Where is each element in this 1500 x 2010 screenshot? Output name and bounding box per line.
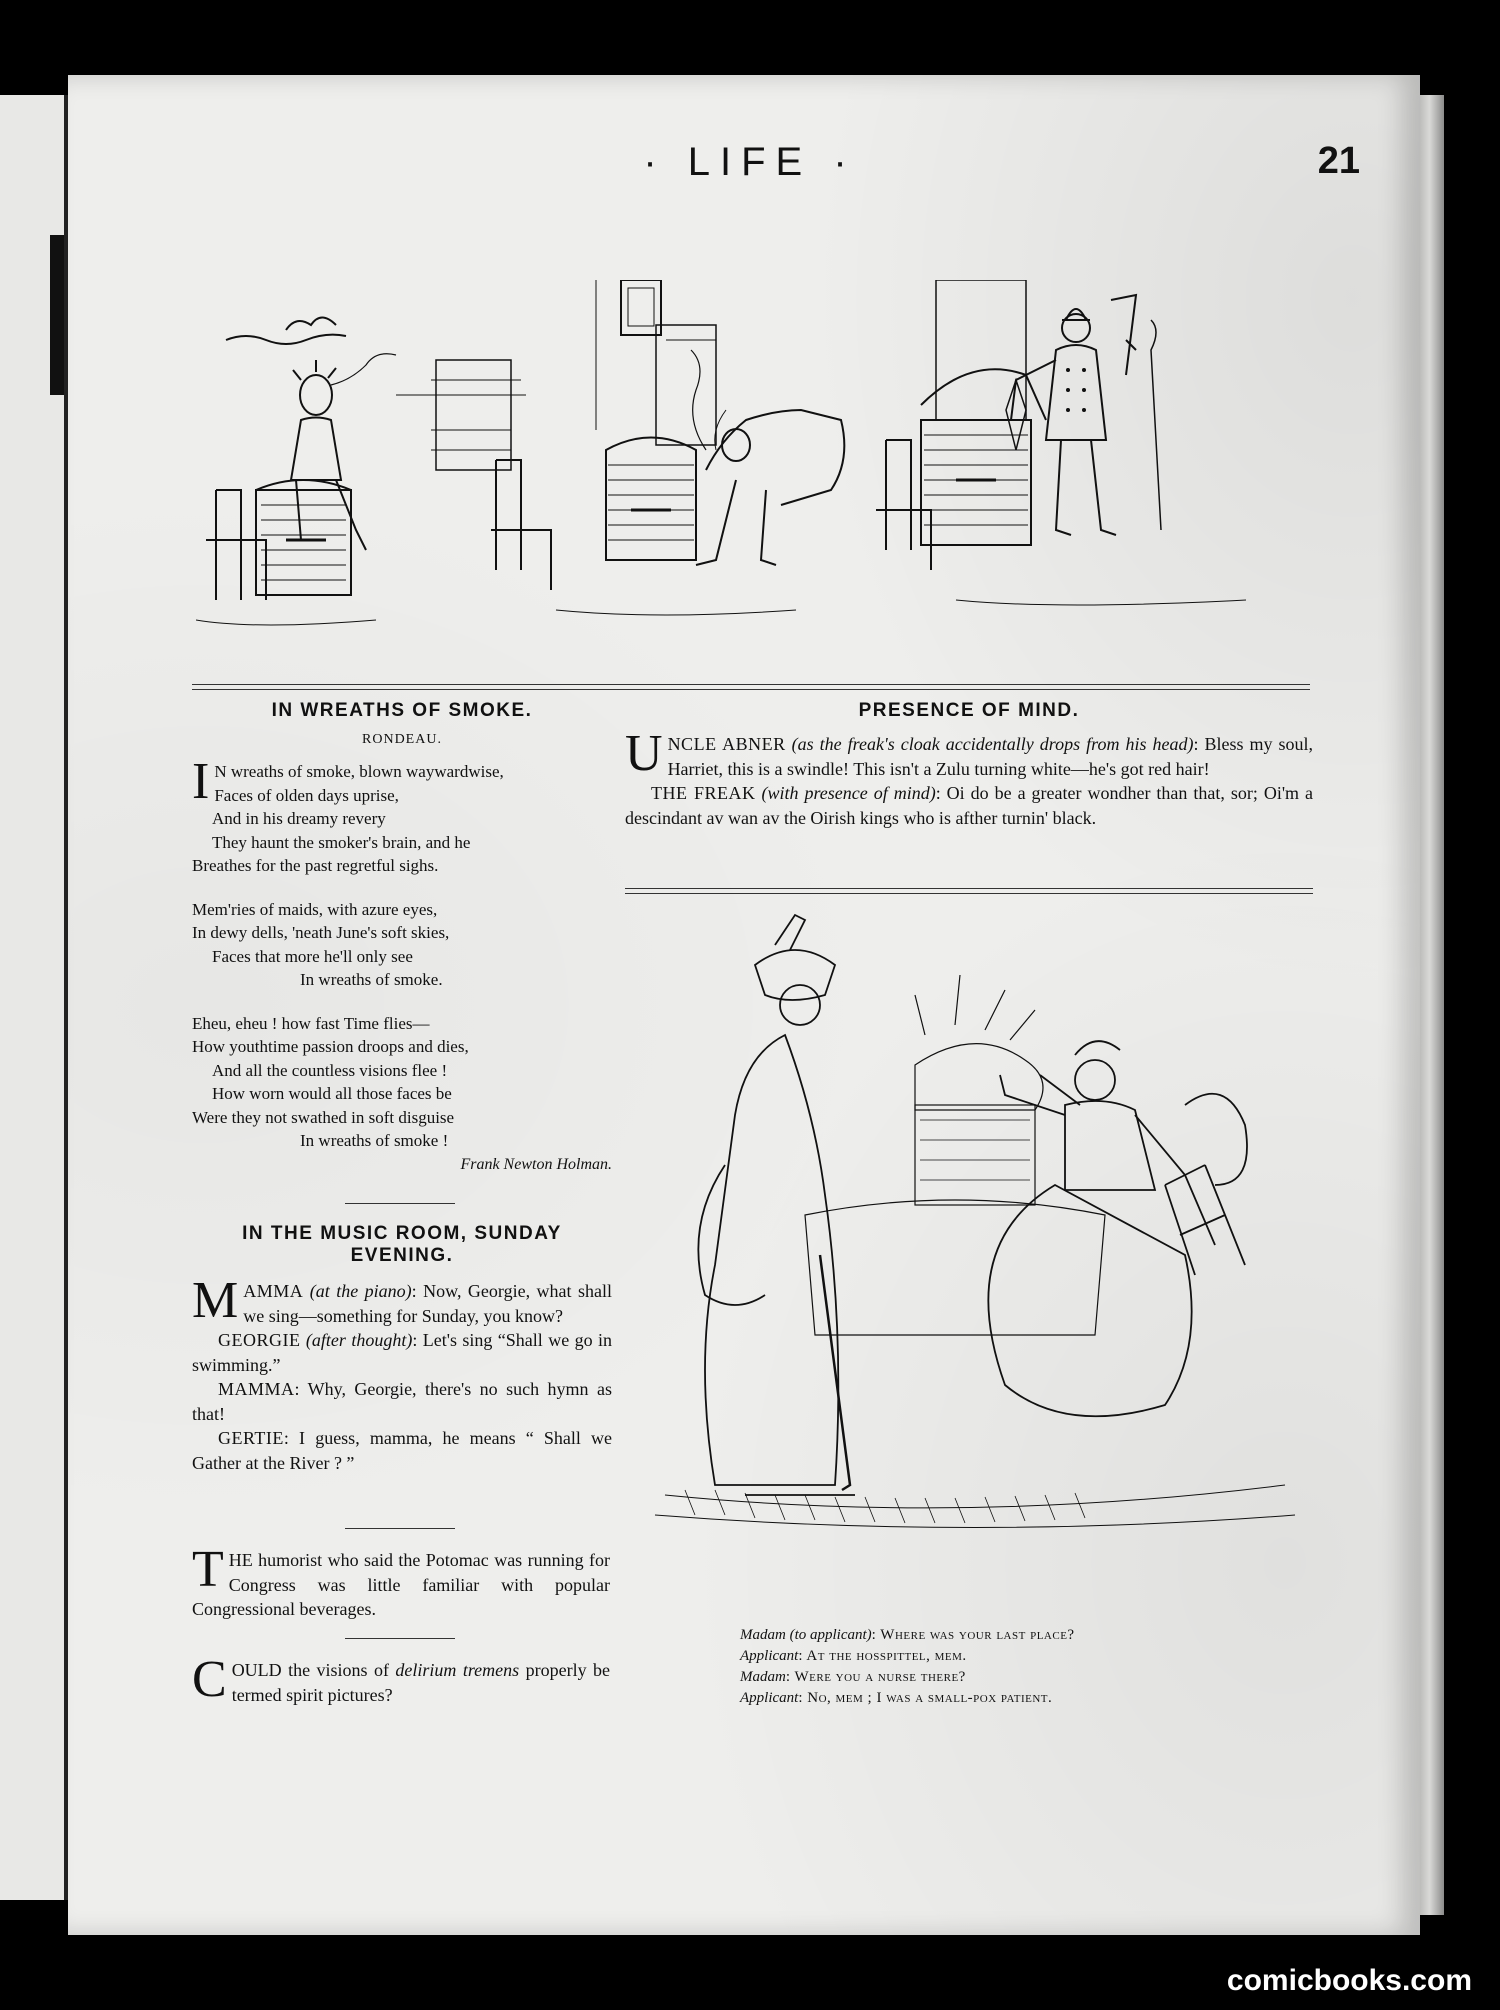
poem-line: Faces that more he'll only see — [212, 946, 413, 966]
dialogue-paragraph — [192, 1328, 612, 1377]
caption-line — [740, 1688, 1075, 1709]
speaker-name: Applicant — [740, 1648, 799, 1664]
page-edge — [1420, 95, 1444, 1915]
left-column — [192, 700, 612, 1176]
squib-delirium — [192, 1651, 610, 1708]
drop-cap: T — [192, 1541, 224, 1598]
dialogue-paragraph — [192, 1272, 612, 1329]
panel-boy-on-trunk — [196, 318, 526, 626]
drop-cap: M — [192, 1272, 239, 1329]
masthead-title: · LIFE · — [643, 140, 857, 184]
startled-woman — [988, 1041, 1215, 1416]
stage-direction: (to applicant) — [789, 1627, 872, 1643]
dialogue-paragraph — [625, 781, 1313, 830]
poem-line: In wreaths of smoke ! — [300, 1131, 449, 1150]
speaker-name: Madam — [740, 1669, 786, 1685]
article-subtitle: RONDEAU. — [362, 732, 442, 747]
speaker-name: GERTIE — [218, 1428, 284, 1448]
section-divider — [192, 684, 1310, 690]
speaker-name: THE FREAK — [651, 783, 756, 803]
previous-page-edge — [0, 95, 68, 1900]
speaker-name: Applicant — [740, 1690, 799, 1706]
poem-line: They haunt the smoker's brain, and he — [212, 832, 471, 852]
squib-text: OULD the visions of — [231, 1660, 396, 1680]
poem-stanza — [192, 898, 612, 992]
author-signature: Frank Newton Holman. — [460, 1155, 612, 1173]
article-title: IN WREATHS OF SMOKE. — [271, 700, 533, 721]
caption-line — [740, 1625, 1075, 1646]
panel-boy-smoking-at-trunk — [491, 280, 844, 615]
drop-cap: C — [192, 1651, 227, 1708]
poem-line: And all the countless visions flee ! — [212, 1060, 448, 1080]
comic-strip-illustration — [196, 280, 1296, 690]
poem-line: And in his dreamy revery — [212, 809, 386, 828]
poem-line: Were they not swathed in soft disguise — [192, 1107, 455, 1127]
dialogue-text: : I guess, mamma, he means “ Shall we Gather at the River ? ” — [192, 1428, 612, 1473]
squib-text: HE humorist who said the Potomac was running for Congress was little familiar with popular Congressional beverages. — [192, 1550, 610, 1619]
poem-stanza — [192, 1012, 612, 1153]
poem-stanza — [192, 753, 612, 878]
article-title — [192, 1223, 612, 1267]
standing-woman — [698, 915, 855, 1495]
overturned-chair — [1165, 1094, 1247, 1275]
section-divider — [625, 888, 1313, 894]
dialogue-paragraph — [192, 1426, 612, 1475]
caption-text: : Were you a nurse there? — [785, 1669, 966, 1685]
poem-line: In dewy dells, 'neath June's soft skies, — [192, 923, 450, 942]
short-divider — [345, 1528, 455, 1529]
speaker-name: Madam — [740, 1627, 786, 1643]
stage-direction: (after thought) — [305, 1330, 413, 1350]
illustration-caption — [740, 1625, 1075, 1709]
site-watermark: comicbooks.com — [1226, 1964, 1472, 1997]
poem-body — [192, 753, 612, 1176]
article-title-line: EVENING. — [350, 1245, 454, 1266]
right-column — [625, 700, 1313, 830]
caption-text: : No, mem ; I was a small-pox patient. — [798, 1690, 1053, 1706]
poem-line: How worn would all those faces be — [212, 1084, 452, 1103]
poem-line: Mem'ries of maids, with azure eyes, — [192, 899, 438, 919]
poem-line: In wreaths of smoke. — [300, 970, 443, 989]
squib-italic: delirium tremens — [395, 1660, 520, 1680]
poem-line: Breathes for the past regretful sighs. — [192, 856, 439, 875]
squib-text: properly be termed spirit pictures? — [231, 1660, 610, 1705]
caption-line — [740, 1667, 1075, 1688]
poem-line: Faces of olden days uprise, — [214, 785, 399, 805]
poem-line: N wreaths of smoke, blown waywardwise, — [214, 762, 504, 781]
short-divider — [345, 1638, 455, 1639]
page-number: 21 — [1317, 140, 1360, 182]
left-column-lower — [192, 1223, 612, 1475]
dialogue-body — [625, 725, 1314, 830]
stage-direction: (at the piano) — [309, 1281, 412, 1301]
dialogue-text: : Now, Georgie, what shall we sing—something for Sunday, you know? — [243, 1281, 612, 1326]
dialogue-paragraph — [192, 1377, 612, 1426]
drop-cap: I — [192, 753, 210, 810]
article-title: PRESENCE OF MIND. — [858, 700, 1080, 721]
caption-text: : Where was your last place? — [871, 1627, 1075, 1643]
poem-line: How youthtime passion droops and dies, — [192, 1037, 469, 1056]
stage-direction: (as the freak's cloak accidentally drops from his head) — [791, 734, 1194, 754]
drop-cap: U — [625, 725, 663, 782]
dialogue-body — [192, 1272, 612, 1475]
poem-line: Eheu, eheu ! how fast Time flies— — [192, 1013, 430, 1033]
short-divider — [345, 1203, 455, 1204]
dialogue-text: : Why, Georgie, there's no such hymn as that! — [192, 1379, 612, 1424]
caption-line — [740, 1646, 1075, 1667]
dialogue-paragraph — [625, 725, 1314, 782]
speaker-name: NCLE ABNER — [667, 734, 786, 754]
article-title-line: IN THE MUSIC ROOM, SUNDAY — [242, 1223, 562, 1244]
speaker-name: MAMMA — [218, 1379, 295, 1399]
speaker-name: AMMA — [243, 1281, 304, 1301]
stage-direction: (with presence of mind) — [761, 783, 936, 803]
dialogue-text: : Bless my soul, Harriet, this is a swindle! This isn't a Zulu turning white—he's got red hair! — [667, 734, 1314, 779]
dialogue-text: : Oi do be a greater wondher than that, sor; Oi'm a descindant av wan av the Oirish kings who is afther turnin' black. — [625, 783, 1314, 828]
dialogue-text: : Let's sing “Shall we go in swimming.” — [192, 1330, 612, 1375]
caption-text: : At the hosspittel, mem. — [798, 1648, 967, 1664]
panel-policeman-opens-trunk — [876, 280, 1246, 605]
speaker-name: GEORGIE — [218, 1330, 301, 1350]
squib-potomac — [192, 1541, 610, 1622]
cartoon-illustration — [625, 905, 1315, 1595]
